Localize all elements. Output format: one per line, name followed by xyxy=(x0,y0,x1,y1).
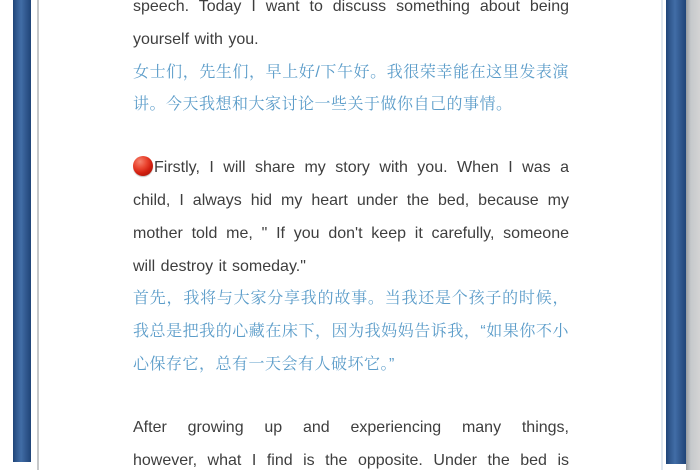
text-line: After growing up and experiencing many things, xyxy=(133,418,569,436)
text-line: child, I always hid my heart under the bed, because my xyxy=(133,191,569,209)
paragraph-zh xyxy=(133,57,569,123)
text-line: Firstly, I will share my story with you. When I was a xyxy=(133,152,569,185)
text-line: 讲。今天我想和大家讨论一些关于做你自己的事情。 xyxy=(133,96,513,114)
text-line: 女士们，先生们，早上好/下午好。我很荣幸能在这里发表演 xyxy=(133,63,569,81)
paragraph-en xyxy=(133,412,569,470)
paragraph-spacer xyxy=(133,382,569,412)
text-line: however, what I find is the opposite. Under the bed is xyxy=(133,451,569,469)
red-circle-icon xyxy=(133,156,153,176)
left-hairline xyxy=(37,0,39,470)
paragraph-en xyxy=(133,152,569,283)
paragraph-zh xyxy=(133,283,569,381)
text-column xyxy=(133,0,569,470)
right-margin-strip xyxy=(686,0,700,470)
text-line: yourself with you. xyxy=(133,30,259,48)
right-border-bar xyxy=(666,0,686,464)
text-line: will destroy it someday." xyxy=(133,257,306,275)
left-border-bar xyxy=(13,0,31,462)
right-hairline xyxy=(661,0,663,470)
text-line: 我总是把我的心藏在床下，因为我妈妈告诉我，“如果你不小 xyxy=(133,323,569,341)
paragraph-spacer xyxy=(133,122,569,152)
text-line: 首先，我将与大家分享我的故事。当我还是个孩子的时候， xyxy=(133,290,569,308)
text-line: speech. Today I want to discuss something about being xyxy=(133,0,569,15)
text-line: mother told me, " If you don't keep it carefully, someone xyxy=(133,224,569,242)
paragraph-en xyxy=(133,0,569,57)
text-line: 心保存它，总有一天会有人破坏它。” xyxy=(133,355,395,373)
